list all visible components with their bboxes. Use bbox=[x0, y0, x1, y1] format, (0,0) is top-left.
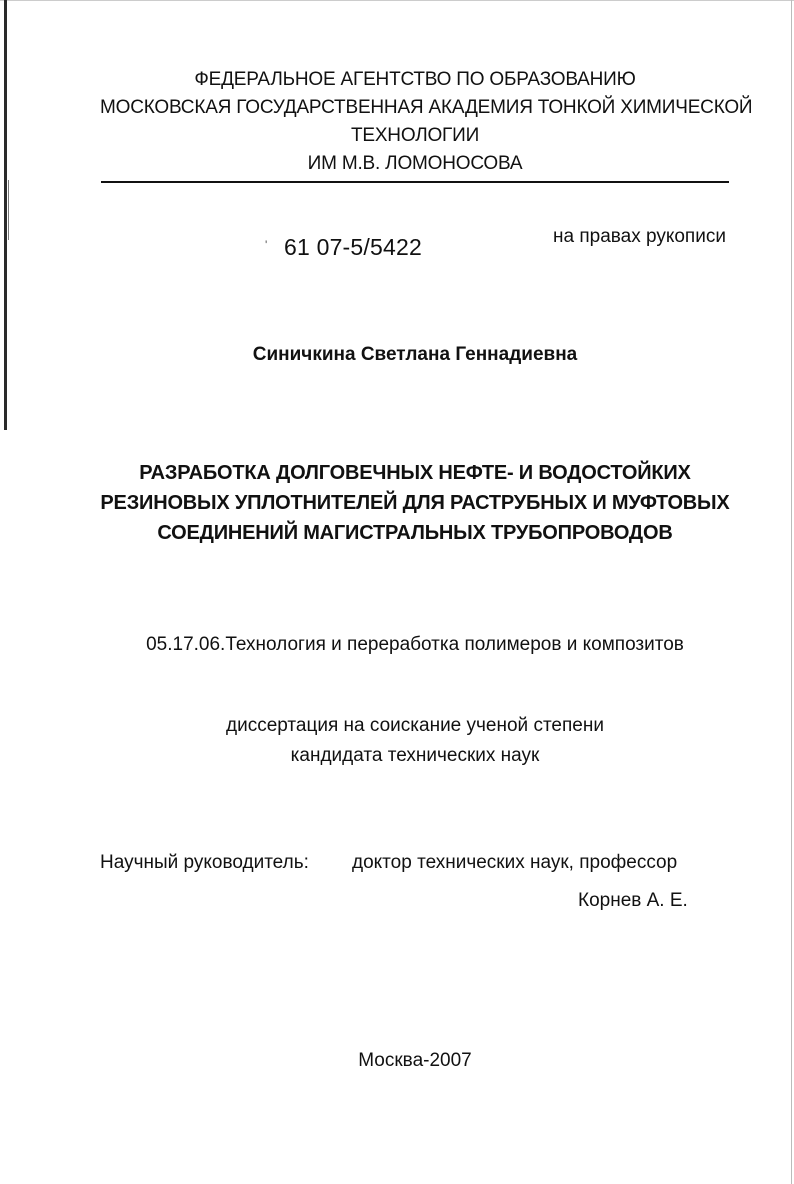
scan-artifact-left-mark bbox=[8, 180, 9, 240]
degree-line-2: кандидата технических наук bbox=[290, 745, 540, 766]
registration-number: 61 07-5/5422 bbox=[284, 234, 422, 260]
specialty-code: 05.17.06.Технология и переработка полимеров и композитов bbox=[146, 634, 684, 655]
scan-artifact-top bbox=[0, 0, 794, 1]
degree-statement bbox=[100, 711, 730, 771]
scan-artifact-left-edge bbox=[4, 0, 7, 430]
title-line-3: СОЕДИНЕНИЙ МАГИСТРАЛЬНЫХ ТРУБОПРОВОДОВ bbox=[157, 522, 673, 544]
city-year: Москва-2007 bbox=[358, 1050, 472, 1071]
author-name: Синичкина Светлана Геннадиевна bbox=[252, 344, 578, 365]
institution-header bbox=[100, 66, 753, 178]
header-divider bbox=[101, 181, 729, 183]
stamp-mark: ' bbox=[265, 238, 268, 252]
degree-line-1: диссертация на соискание ученой степени bbox=[226, 715, 604, 736]
header-line-technology: ТЕХНОЛОГИИ bbox=[350, 125, 480, 146]
header-line-agency: ФЕДЕРАЛЬНОЕ АГЕНТСТВО ПО ОБРАЗОВАНИЮ bbox=[194, 69, 636, 90]
header-line-academy: МОСКОВСКАЯ ГОСУДАРСТВЕННАЯ АКАДЕМИЯ ТОНКОЙ ХИМИЧЕСКОЙ bbox=[100, 97, 753, 118]
advisor-label: Научный руководитель: bbox=[100, 852, 309, 873]
advisor-name: Корнев А. Е. bbox=[578, 890, 688, 911]
advisor-title: доктор технических наук, профессор bbox=[352, 852, 678, 873]
title-line-1: РАЗРАБОТКА ДОЛГОВЕЧНЫХ НЕФТЕ- И ВОДОСТОЙКИХ bbox=[139, 462, 691, 484]
dissertation-title bbox=[100, 458, 730, 548]
scan-artifact-right-edge bbox=[791, 0, 792, 1184]
manuscript-rights-note: на правах рукописи bbox=[553, 226, 726, 247]
header-line-named-after: ИМ М.В. ЛОМОНОСОВА bbox=[307, 153, 523, 174]
title-line-2: РЕЗИНОВЫХ УПЛОТНИТЕЛЕЙ ДЛЯ РАСТРУБНЫХ И МУФТОВЫХ bbox=[100, 492, 730, 514]
